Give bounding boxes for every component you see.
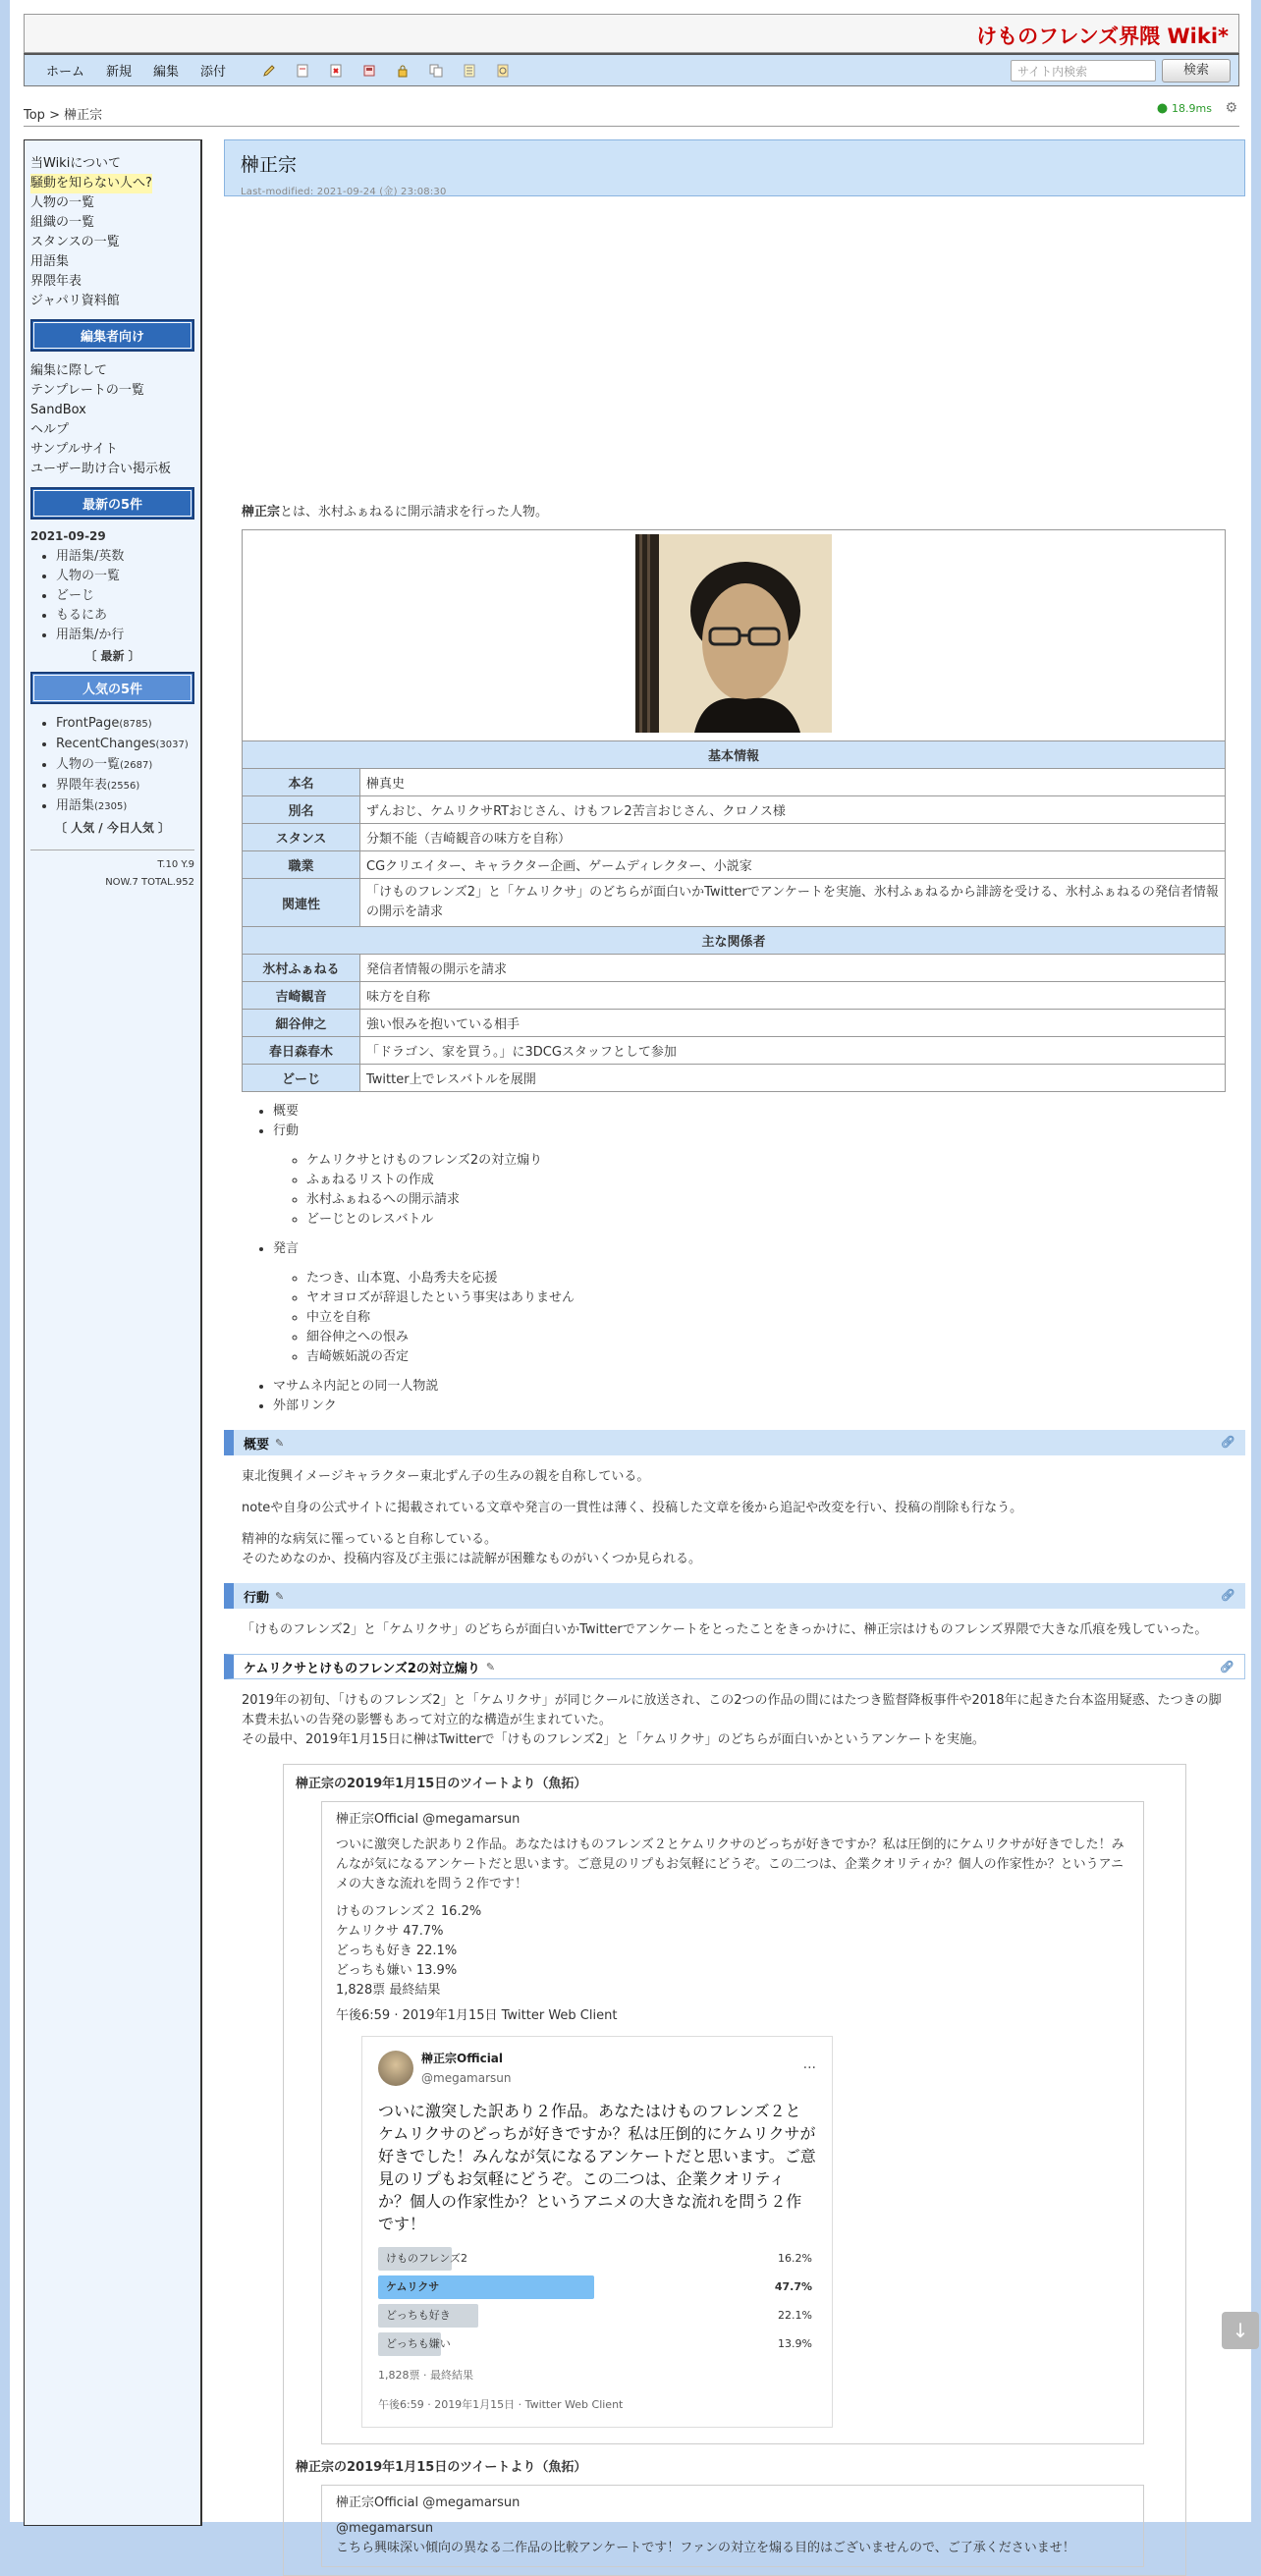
table-row: 氷村ふぁねる 発信者情報の開示を請求: [243, 955, 1226, 982]
toc-item[interactable]: • 概要: [273, 1102, 1245, 1122]
counter-total: NOW.7 TOTAL.952: [105, 877, 194, 888]
anchor-link-icon[interactable]: 🔗︎: [1219, 1660, 1234, 1673]
sidebar-item-people[interactable]: 人物の一覧: [30, 195, 95, 210]
nav-attach[interactable]: 添付: [200, 65, 227, 80]
section-heading-conflict: ケムリクサとけものフレンズ2の対立煽り ✎ 🔗︎: [224, 1654, 1245, 1679]
table-row: 関連性 「けものフレンズ2」と「ケムリクサ」のどちらが面白いかTwitterでアンケートを実施、氷村ふぁねるから誹謗を受ける、氷村ふぁねるの発信者情報の開示を請求: [243, 879, 1226, 927]
table-row: 細谷伸之 強い恨みを抱いている相手: [243, 1010, 1226, 1037]
table-row: スタンス 分類不能（吉崎観音の味方を自称）: [243, 824, 1226, 851]
sidebar-item-about[interactable]: 当Wikiについて: [30, 156, 122, 171]
toc-subitem[interactable]: ◦ ケムリクサとけものフレンズ2の対立煽り: [306, 1151, 1245, 1171]
edit-icon[interactable]: ✎: [485, 1660, 496, 1673]
backup-icon[interactable]: [361, 63, 377, 79]
paragraph: 東北復興イメージキャラクター東北ずん子の生みの親を自称している。: [242, 1469, 650, 1484]
latest-more-link[interactable]: 〔 最新 〕: [84, 649, 140, 663]
title-box: [224, 139, 1245, 196]
list-item[interactable]: • 界隈年表(2556): [56, 776, 194, 796]
search-button[interactable]: 検索: [1162, 59, 1231, 82]
page-icon[interactable]: [295, 63, 310, 79]
toc-subitem[interactable]: ◦ どーじとのレスバトル: [306, 1210, 1245, 1230]
popular-list: [30, 714, 194, 817]
quote-block: [283, 1764, 1186, 2576]
sidebar-heading-popular: 人気の5件: [30, 672, 194, 704]
perf-time: 18.9ms: [1172, 102, 1212, 115]
copy-icon[interactable]: [428, 63, 444, 79]
tweet-body: こちら興味深い傾向の異なる二作品の比較アンケートです！ファンの対立を煽る目的はございませんので、ご了承くださいませ！: [336, 2541, 1075, 2555]
poll-row: どっちも嫌い 13.9%: [378, 2332, 816, 2356]
edit-icon[interactable]: ✎: [275, 1436, 285, 1450]
poll-result: ケムリクサ 47.7%: [336, 1924, 444, 1939]
delete-page-icon[interactable]: [328, 63, 344, 79]
poll-votes: 1,828票 最終結果: [336, 1983, 441, 1998]
list-item[interactable]: • 用語集/英数: [56, 547, 194, 567]
main-content: [224, 139, 1245, 2576]
sidebar-heading-editors: 編集者向け: [30, 319, 194, 352]
toolbar-icons: [261, 63, 511, 79]
nav-new[interactable]: 新規: [106, 65, 133, 80]
toc-subitem[interactable]: ◦ 細谷伸之への恨み: [306, 1328, 1245, 1347]
tweet-body: ついに激突した訳あり２作品。あなたはけものフレンズ２とケムリクサのどっちが好きですか？私は圧倒的にケムリクサが好きでした！みんなが気になるアンケートだと思います。ご意見のリプもお気軽にどうぞ。この二つは、企業クオリティか？個人の作家性か？というアニメの大きな流れを問う２作です！: [336, 1837, 1124, 1891]
paragraph: noteや自身の公式サイトに掲載されている文章や発言の一貫性は薄く、投稿した文章を後から追記や改変を行い、投稿の削除も行なう。: [242, 1501, 1023, 1515]
latest-list: [30, 547, 194, 645]
history-icon[interactable]: [495, 63, 511, 79]
table-row: どーじ Twitter上でレスバトルを展開: [243, 1065, 1226, 1092]
toc-subitem[interactable]: ◦ 中立を自称: [306, 1308, 1245, 1328]
sidebar-item-editing[interactable]: 編集に際して: [30, 363, 108, 378]
paragraph: 精神的な病気に罹っていると自称している。 そのためなのか、投稿内容及び主張には読解が困難なものがいくつか見られる。: [242, 1532, 702, 1566]
toc-item[interactable]: • 外部リンク: [273, 1397, 1245, 1416]
tweet-embed-time[interactable]: 午後6:59 · 2019年1月15日 · Twitter Web Client: [378, 2398, 624, 2411]
sidebar-item-help[interactable]: ヘルプ: [30, 422, 70, 437]
sidebar-heading-latest: 最新の5件: [30, 487, 194, 520]
toc-item[interactable]: • マサムネ内記との同一人物説: [273, 1377, 1245, 1397]
portrait-image[interactable]: [635, 534, 832, 733]
nav-home[interactable]: ホーム: [46, 65, 85, 80]
poll-result: けものフレンズ２ 16.2%: [336, 1904, 482, 1919]
toc-item[interactable]: • 行動 ◦ ケムリクサとけものフレンズ2の対立煽り ◦ ふぁねるリストの作成 ◦ 氷村ふぁねるへの開示請求 ◦ どーじとのレスバトル: [273, 1122, 1245, 1230]
ad-space: [224, 196, 1245, 501]
paragraph: 「けものフレンズ2」と「ケムリクサ」のどちらが面白いかTwitterでアンケートをとったことをきっかけに、榊正宗はけものフレンズ界隈で大きな爪痕を残していった。: [242, 1622, 1208, 1637]
tweet-author: 榊正宗Official @megamarsun: [336, 2495, 521, 2510]
sidebar-item-orgs[interactable]: 組織の一覧: [30, 215, 95, 230]
sidebar-item-archive[interactable]: ジャパリ資料館: [30, 294, 120, 308]
table-row: 本名 榊真史: [243, 769, 1226, 796]
tweet-embed-votes: 1,828票 · 最終結果: [378, 2369, 473, 2382]
tweet-author: 榊正宗Official @megamarsun: [336, 1812, 521, 1827]
poll-row: ケムリクサ 47.7%: [378, 2275, 816, 2299]
list-item[interactable]: • 用語集(2305): [56, 796, 194, 817]
tweet-handle: @megamarsun: [336, 2521, 434, 2536]
toc-subitem[interactable]: ◦ たつき、山本寛、小島秀夫を応援: [306, 1269, 1245, 1288]
tweet-embed-text: ついに激突した訳あり２作品。あなたはけものフレンズ２とケムリクサのどっちが好きですか？私は圧倒的にケムリクサが好きでした！みんなが気になるアンケートだと思います。ご意見のリプもお気軽にどうぞ。この二つは、企業クオリティか？個人の作家性か？というアニメの大きな流れを問う２作です！: [378, 2102, 816, 2233]
list-item[interactable]: • RecentChanges(3037): [56, 735, 194, 755]
tweet-name[interactable]: 榊正宗Official: [421, 2052, 504, 2065]
last-modified: Last-modified: 2021-09-24 (金) 23:08:30: [241, 187, 447, 197]
sidebar-item-glossary[interactable]: 用語集: [30, 254, 70, 269]
nav-edit[interactable]: 編集: [153, 65, 180, 80]
thumb-icon: [1157, 103, 1168, 114]
list-item[interactable]: • どーじ: [56, 586, 194, 606]
toc-subitem[interactable]: ◦ 氷村ふぁねるへの開示請求: [306, 1190, 1245, 1210]
more-icon[interactable]: ···: [802, 2060, 816, 2076]
toc-subitem[interactable]: ◦ 吉崎嫉妬説の否定: [306, 1347, 1245, 1367]
sidebar-item-stances[interactable]: スタンスの一覧: [30, 235, 120, 249]
table-of-contents: [224, 1102, 1245, 1416]
poll-row: けものフレンズ2 16.2%: [378, 2247, 816, 2271]
table-row: 職業 CGクリエイター、キャラクター企画、ゲームディレクター、小説家: [243, 851, 1226, 879]
sidebar-item-templates[interactable]: テンプレートの一覧: [30, 383, 144, 398]
sidebar-item-sandbox[interactable]: SandBox: [30, 403, 86, 417]
tweet-text-block: [321, 1801, 1144, 2444]
poll: [378, 2247, 816, 2356]
toc-subitem[interactable]: ◦ ふぁねるリストの作成: [306, 1171, 1245, 1190]
list-item[interactable]: • 人物の一覧(2687): [56, 755, 194, 776]
intro-text: 榊正宗とは、氷村ふぁねるに開示請求を行った人物。: [242, 505, 549, 520]
toc-subitem[interactable]: ◦ ヤオヨロズが辞退したという事実はありません: [306, 1288, 1245, 1308]
anchor-link-icon[interactable]: 🔗︎: [1220, 1588, 1235, 1602]
sidebar: [24, 139, 202, 2526]
tweet-header: [378, 2049, 816, 2088]
poll-result: どっちも好き 22.1%: [336, 1944, 458, 1958]
tweet-handle[interactable]: @megamarsun: [421, 2071, 512, 2085]
page: [10, 0, 1251, 2555]
anchor-link-icon[interactable]: 🔗︎: [1220, 1435, 1235, 1449]
sidebar-item-newcomers[interactable]: 騒動を知らない人へ?: [30, 174, 152, 193]
popular-more-link[interactable]: 〔 人気 / 今日人気 〕: [54, 821, 171, 835]
gear-icon[interactable]: ⚙: [1225, 100, 1237, 116]
sidebar-item-timeline[interactable]: 界隈年表: [30, 274, 82, 289]
pencil-tool-icon[interactable]: [261, 63, 277, 79]
breadcrumb-top[interactable]: Top: [24, 108, 45, 123]
tweet-time: 午後6:59 · 2019年1月15日 Twitter Web Client: [336, 2008, 618, 2023]
table-row: 春日森春木 「ドラゴン、家を買う。」に3DCGスタッフとして参加: [243, 1037, 1226, 1065]
poll-row: どっちも好き 22.1%: [378, 2304, 816, 2328]
section-heading-action: 行動 ✎ 🔗︎: [224, 1583, 1245, 1609]
latest-date: 2021-09-29: [30, 529, 106, 543]
poll-result: どっちも嫌い 13.9%: [336, 1963, 458, 1978]
site-header: [24, 14, 1239, 53]
list-item[interactable]: • もるにあ: [56, 606, 194, 626]
breadcrumb-current: 榊正宗: [64, 108, 103, 123]
section-heading-overview: 概要 ✎ 🔗︎: [224, 1430, 1245, 1455]
sidebar-item-sample[interactable]: サンプルサイト: [30, 442, 118, 457]
quote-title[interactable]: 榊正宗の2019年1月15日のツイートより（魚拓）: [296, 1777, 587, 1791]
scroll-down-button[interactable]: ↓: [1222, 2312, 1259, 2349]
edit-icon[interactable]: ✎: [275, 1589, 285, 1603]
table-row: 吉崎観音 味方を自称: [243, 982, 1226, 1010]
portrait-cell: [243, 530, 1226, 741]
search-input[interactable]: サイト内検索: [1011, 60, 1156, 82]
list-icon[interactable]: [462, 63, 477, 79]
perf-indicator: [1157, 102, 1212, 115]
sidebar-item-board[interactable]: ユーザー助け合い掲示板: [30, 462, 172, 476]
list-item[interactable]: • 人物の一覧: [56, 567, 194, 586]
avatar[interactable]: [378, 2051, 413, 2086]
nav-bar: [24, 53, 1239, 86]
breadcrumb-separator: >: [44, 108, 65, 123]
list-item[interactable]: • 用語集/か行: [56, 626, 194, 645]
infobox-table: [242, 529, 1226, 1092]
tweet-text-block: [321, 2485, 1144, 2567]
counter-today: T.10 Y.9: [157, 859, 194, 870]
infobox-section-basic: 基本情報: [243, 741, 1226, 769]
page-title: 榊正宗: [241, 154, 298, 176]
breadcrumb: [24, 104, 102, 123]
lock-icon[interactable]: [395, 63, 411, 79]
tweet-embed[interactable]: [361, 2036, 833, 2428]
table-row: 別名 ずんおじ、ケムリクサRTおじさん、けもフレ2苦言おじさん、クロノス様: [243, 796, 1226, 824]
list-item[interactable]: • FrontPage(8785): [56, 714, 194, 735]
toc-item[interactable]: • 発言 ◦ たつき、山本寛、小島秀夫を応援 ◦ ヤオヨロズが辞退したという事実はありません ◦ 中立を自称 ◦ 細谷伸之への恨み ◦ 吉崎嫉妬説の否定: [273, 1239, 1245, 1367]
paragraph: 2019年の初旬、「けものフレンズ2」と「ケムリクサ」が同じクールに放送され、この2つの作品の間にはたつき監督降板事件や2018年に起きた台本盗用疑惑、たつきの脚本費未払いの告発の影響もあって対立的な構造が生まれていた。 その最中、2019年1月15日に榊はTwitterで「けものフレンズ2」と「ケムリクサ」のどちらが面白いかというアンケートを実施。: [242, 1693, 1222, 1747]
infobox-section-relations: 主な関係者: [243, 927, 1226, 955]
quote-title[interactable]: 榊正宗の2019年1月15日のツイートより（魚拓）: [296, 2460, 587, 2475]
site-title[interactable]: けものフレンズ界隈 Wiki*: [976, 25, 1229, 48]
divider: [24, 126, 1239, 127]
